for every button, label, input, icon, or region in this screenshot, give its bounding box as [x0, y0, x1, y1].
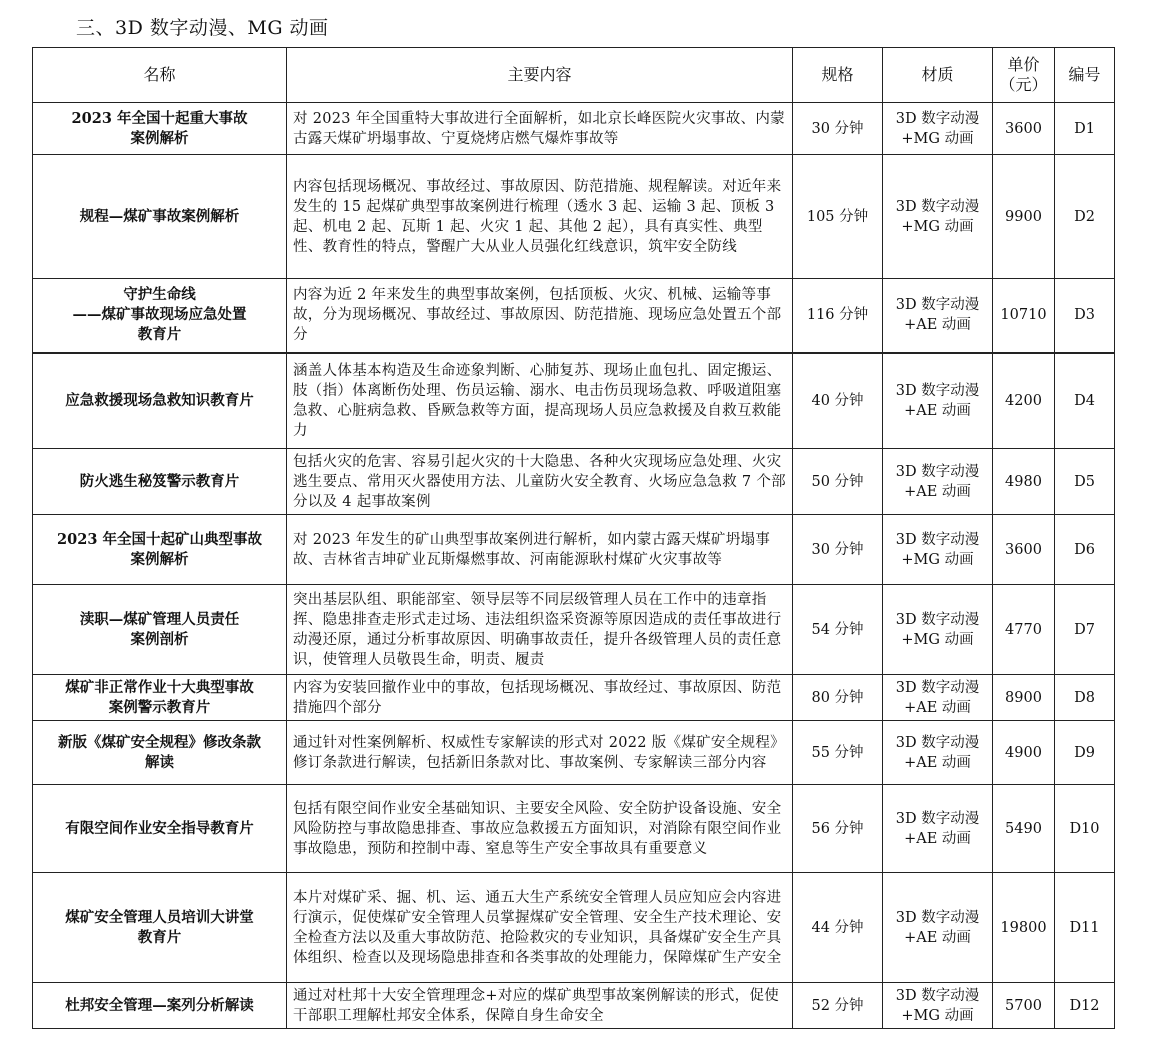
row-name: 煤矿非正常作业十大典型事故 案例警示教育片	[33, 675, 287, 721]
row-spec: 52 分钟	[793, 983, 883, 1029]
row-price: 10710	[993, 279, 1055, 353]
row-material: 3D 数字动漫 +AE 动画	[883, 353, 993, 449]
row-material: 3D 数字动漫 +AE 动画	[883, 873, 993, 983]
row-price: 3600	[993, 103, 1055, 155]
row-price: 8900	[993, 675, 1055, 721]
table-row	[33, 785, 1115, 873]
row-code: D12	[1055, 983, 1115, 1029]
row-name: 防火逃生秘笈警示教育片	[33, 449, 287, 515]
row-code: D4	[1055, 353, 1115, 449]
row-code: D5	[1055, 449, 1115, 515]
row-material: 3D 数字动漫 +AE 动画	[883, 785, 993, 873]
row-spec: 30 分钟	[793, 103, 883, 155]
table-row	[33, 279, 1115, 353]
row-material: 3D 数字动漫 +MG 动画	[883, 155, 993, 279]
row-price: 3600	[993, 515, 1055, 585]
row-content: 通过针对性案例解析、权威性专家解读的形式对 2022 版《煤矿安全规程》修订条款进行解读，包括新旧条款对比、事故案例、专家解读三部分内容	[287, 721, 793, 785]
row-code: D7	[1055, 585, 1115, 675]
section-title: 三、3D 数字动漫、MG 动画	[76, 17, 329, 39]
row-content: 涵盖人体基本构造及生命迹象判断、心肺复苏、现场止血包扎、固定搬运、肢（指）体离断伤处理、伤员运输、溺水、电击伤员现场急救、呼吸道阻塞急救、心脏病急救、昏厥急救等方面，提高现场人员应急救援及自救互救能力	[287, 353, 793, 449]
row-material: 3D 数字动漫 +AE 动画	[883, 279, 993, 353]
row-content: 包括有限空间作业安全基础知识、主要安全风险、安全防护设备设施、安全风险防控与事故隐患排查、事故应急救援五方面知识，对消除有限空间作业事故隐患，预防和控制中毒、窒息等生产安全事故具有重要意义	[287, 785, 793, 873]
header-code: 编号	[1055, 48, 1115, 103]
table-row	[33, 353, 1115, 449]
table-row	[33, 585, 1115, 675]
row-spec: 56 分钟	[793, 785, 883, 873]
row-spec: 44 分钟	[793, 873, 883, 983]
header-price: 单价 （元）	[993, 48, 1055, 103]
table-header-row	[33, 48, 1115, 103]
row-material: 3D 数字动漫 +AE 动画	[883, 675, 993, 721]
product-table	[32, 47, 1115, 1029]
row-spec: 30 分钟	[793, 515, 883, 585]
row-price: 4900	[993, 721, 1055, 785]
row-spec: 80 分钟	[793, 675, 883, 721]
table-row	[33, 449, 1115, 515]
row-name: 规程—煤矿事故案例解析	[33, 155, 287, 279]
table-row	[33, 515, 1115, 585]
row-spec: 50 分钟	[793, 449, 883, 515]
row-name: 渎职—煤矿管理人员责任 案例剖析	[33, 585, 287, 675]
row-code: D9	[1055, 721, 1115, 785]
row-name: 有限空间作业安全指导教育片	[33, 785, 287, 873]
row-code: D3	[1055, 279, 1115, 353]
header-spec: 规格	[793, 48, 883, 103]
header-material: 材质	[883, 48, 993, 103]
row-code: D2	[1055, 155, 1115, 279]
row-content: 通过对杜邦十大安全管理理念+对应的煤矿典型事故案例解读的形式，促使干部职工理解杜邦安全体系，保障自身生命安全	[287, 983, 793, 1029]
header-name: 名称	[33, 48, 287, 103]
row-material: 3D 数字动漫 +MG 动画	[883, 585, 993, 675]
row-content: 对 2023 年发生的矿山典型事故案例进行解析，如内蒙古露天煤矿坍塌事故、吉林省吉坤矿业瓦斯爆燃事故、河南能源耿村煤矿火灾事故等	[287, 515, 793, 585]
row-spec: 116 分钟	[793, 279, 883, 353]
row-price: 5700	[993, 983, 1055, 1029]
table-row	[33, 155, 1115, 279]
header-content: 主要内容	[287, 48, 793, 103]
row-code: D11	[1055, 873, 1115, 983]
row-content: 对 2023 年全国重特大事故进行全面解析，如北京长峰医院火灾事故、内蒙古露天煤矿坍塌事故、宁夏烧烤店燃气爆炸事故等	[287, 103, 793, 155]
row-name: 2023 年全国十起矿山典型事故 案例解析	[33, 515, 287, 585]
table-row	[33, 721, 1115, 785]
row-price: 4200	[993, 353, 1055, 449]
row-price: 19800	[993, 873, 1055, 983]
row-content: 突出基层队组、职能部室、领导层等不同层级管理人员在工作中的违章指挥、隐患排查走形式走过场、违法组织盗采资源等原因造成的责任事故进行动漫还原，通过分析事故原因、明确事故责任，提升各级管理人员的责任意识，使管理人员敬畏生命，明责、履责	[287, 585, 793, 675]
row-material: 3D 数字动漫 +MG 动画	[883, 983, 993, 1029]
row-spec: 54 分钟	[793, 585, 883, 675]
table-row	[33, 675, 1115, 721]
row-content: 内容为近 2 年来发生的典型事故案例，包括顶板、火灾、机械、运输等事故，分为现场概况、事故经过、事故原因、防范措施、现场应急处置五个部分	[287, 279, 793, 353]
table-row	[33, 983, 1115, 1029]
row-name: 煤矿安全管理人员培训大讲堂 教育片	[33, 873, 287, 983]
row-code: D8	[1055, 675, 1115, 721]
row-material: 3D 数字动漫 +AE 动画	[883, 721, 993, 785]
row-content: 包括火灾的危害、容易引起火灾的十大隐患、各种火灾现场应急处理、火灾逃生要点、常用灭火器使用方法、儿童防火安全教育、火场应急急救 7 个部分以及 4 起事故案例	[287, 449, 793, 515]
row-name: 新版《煤矿安全规程》修改条款 解读	[33, 721, 287, 785]
row-code: D10	[1055, 785, 1115, 873]
row-name: 杜邦安全管理—案列分析解读	[33, 983, 287, 1029]
row-name: 守护生命线 ——煤矿事故现场应急处置 教育片	[33, 279, 287, 353]
row-content: 本片对煤矿采、掘、机、运、通五大生产系统安全管理人员应知应会内容进行演示，促使煤矿安全管理人员掌握煤矿安全管理、安全生产技术理论、安全检查方法以及重大事故防范、抢险救灾的专业知识，具备煤矿安全生产具体组织、检查以及现场隐患排查和各类事故的处理能力，保障煤矿生产安全	[287, 873, 793, 983]
row-price: 9900	[993, 155, 1055, 279]
row-code: D6	[1055, 515, 1115, 585]
row-content: 内容为安装回撤作业中的事故，包括现场概况、事故经过、事故原因、防范措施四个部分	[287, 675, 793, 721]
row-material: 3D 数字动漫 +MG 动画	[883, 515, 993, 585]
row-code: D1	[1055, 103, 1115, 155]
row-price: 4980	[993, 449, 1055, 515]
row-spec: 55 分钟	[793, 721, 883, 785]
row-spec: 40 分钟	[793, 353, 883, 449]
row-material: 3D 数字动漫 +MG 动画	[883, 103, 993, 155]
table-row	[33, 103, 1115, 155]
row-name: 2023 年全国十起重大事故 案例解析	[33, 103, 287, 155]
row-price: 4770	[993, 585, 1055, 675]
table-row	[33, 873, 1115, 983]
row-spec: 105 分钟	[793, 155, 883, 279]
row-content: 内容包括现场概况、事故经过、事故原因、防范措施、规程解读。对近年来发生的 15 起煤矿典型事故案例进行梳理（透水 3 起、运输 3 起、顶板 3 起、机电 2 起、瓦斯 1 起、火灾 1 起、其他 2 起），具有真实性、典型性、教育性的特点，警醒广大从业人员强化红线意识，筑牢安全防线	[287, 155, 793, 279]
row-name: 应急救援现场急救知识教育片	[33, 353, 287, 449]
row-material: 3D 数字动漫 +AE 动画	[883, 449, 993, 515]
row-price: 5490	[993, 785, 1055, 873]
